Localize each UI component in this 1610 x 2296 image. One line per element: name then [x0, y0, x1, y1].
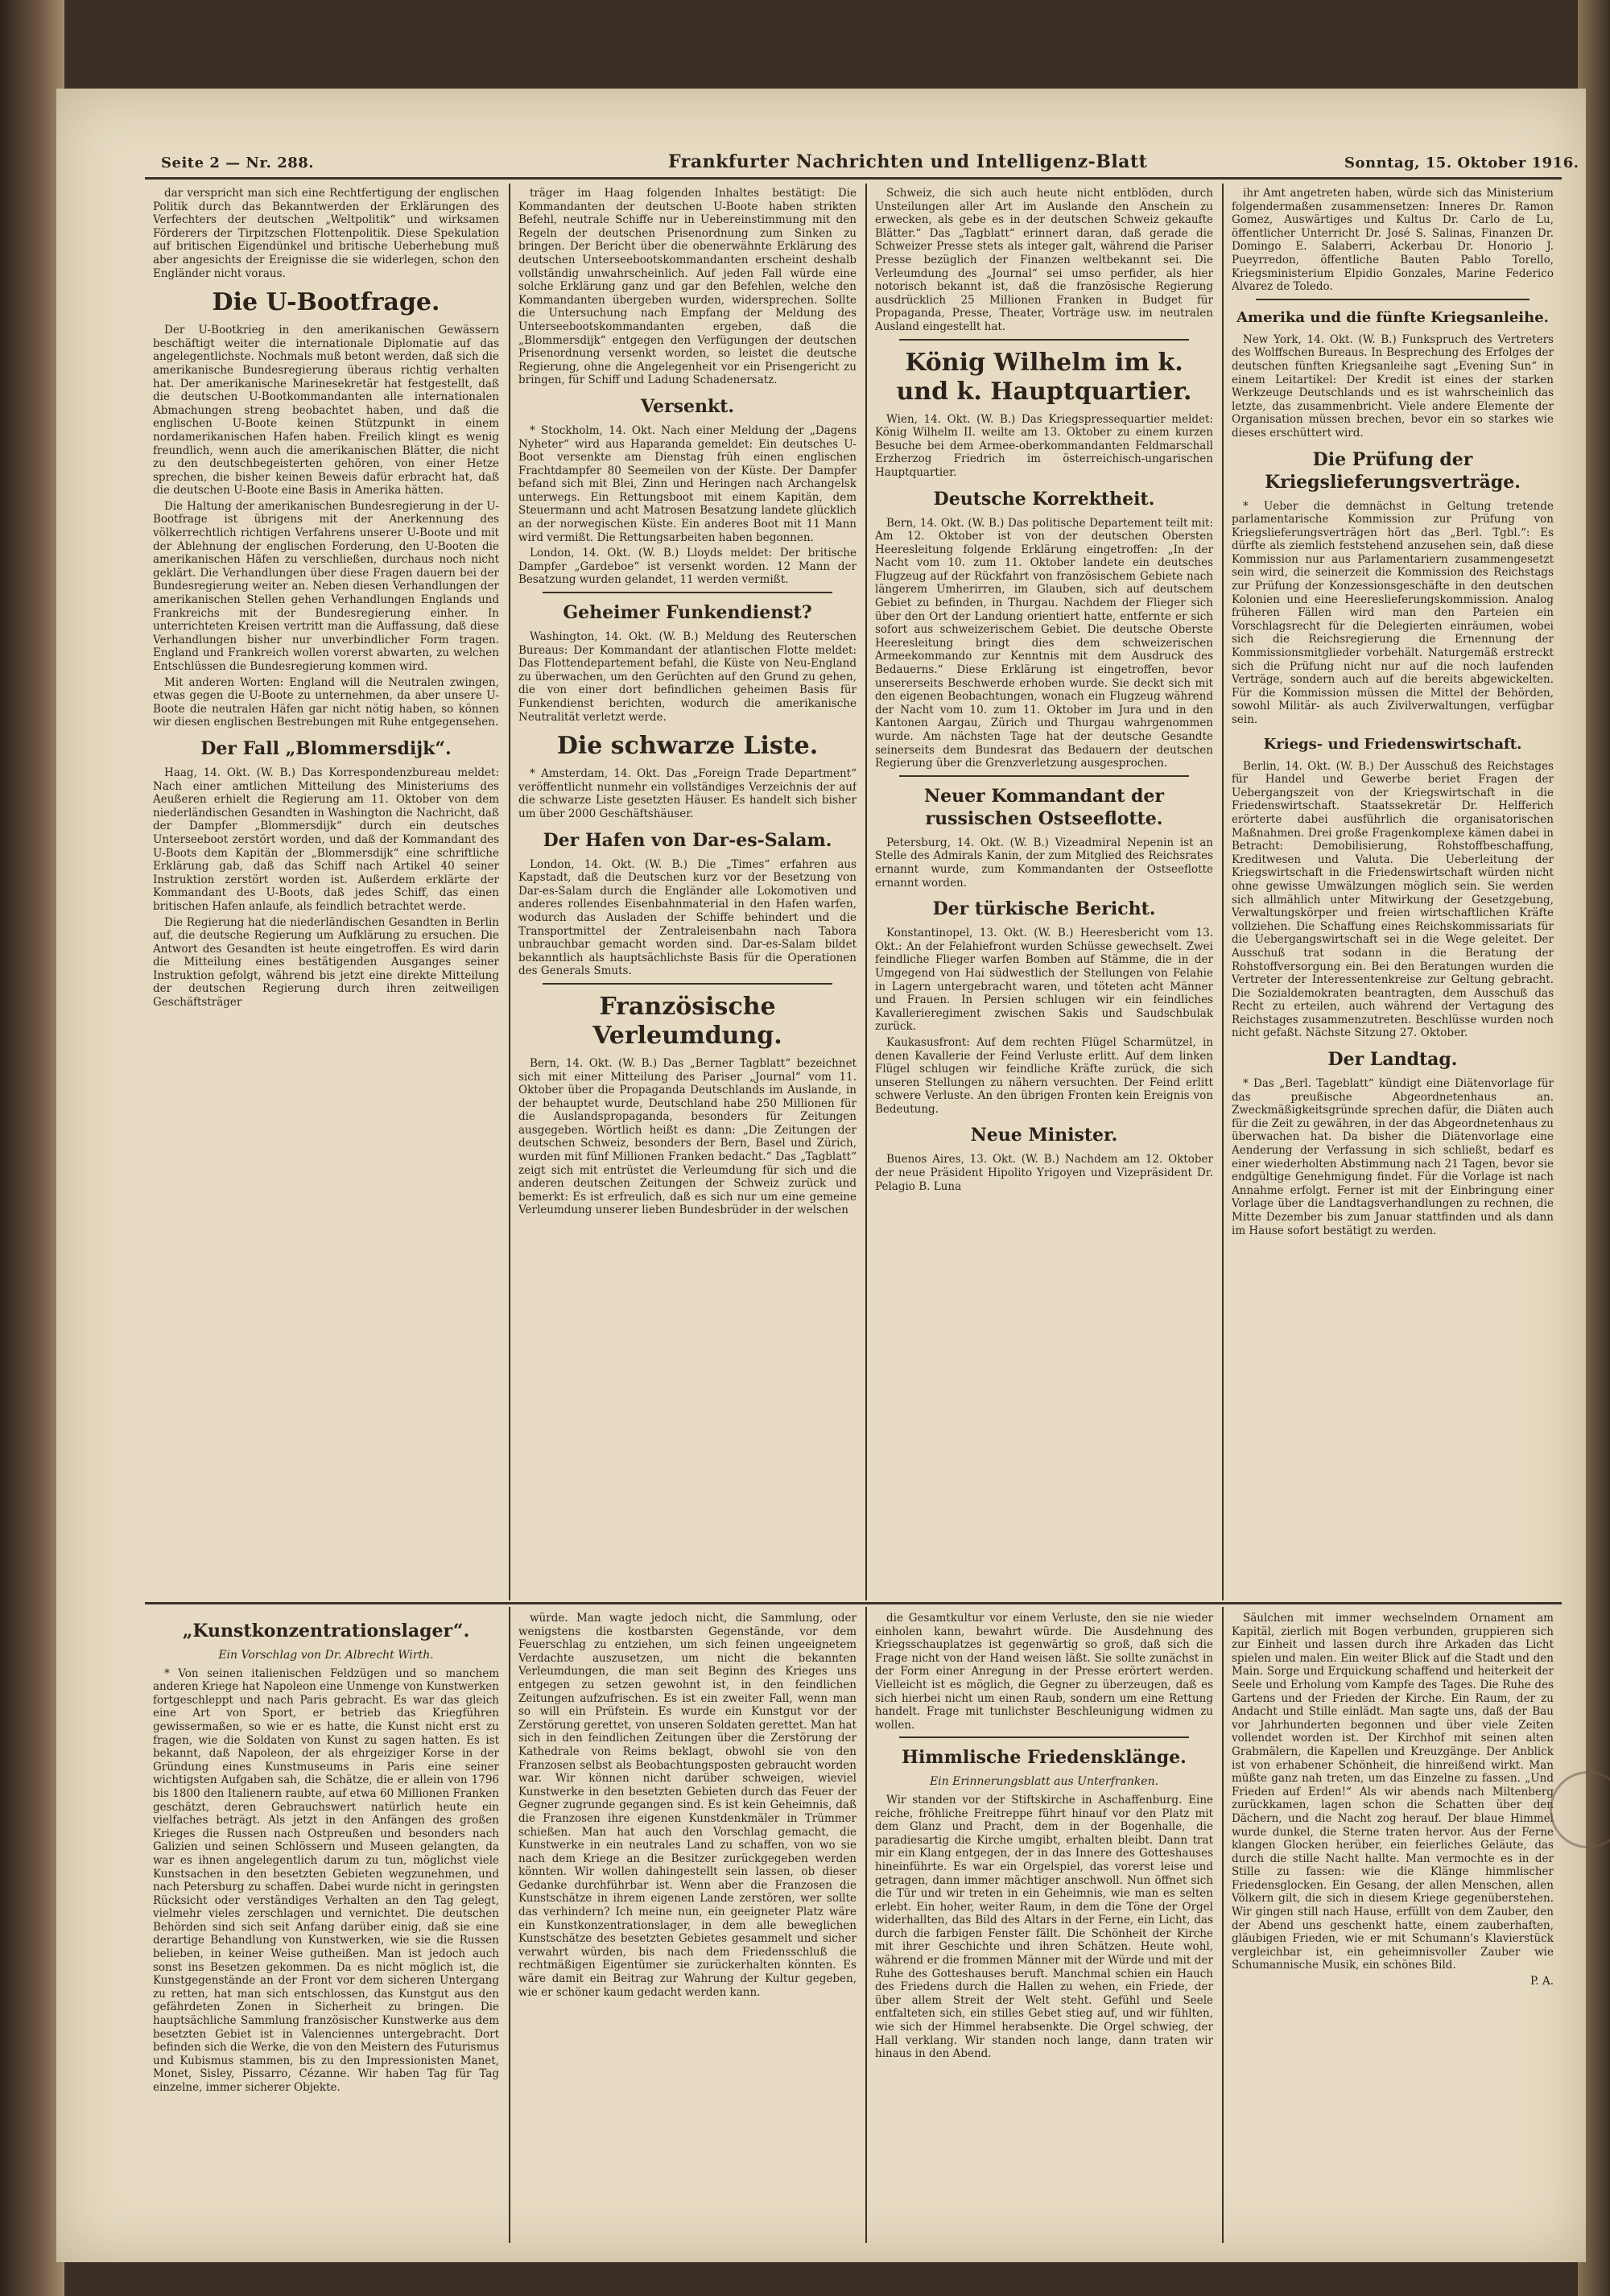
article-text: Haag, 14. Okt. (W. B.) Das Korrespondenzbureau meldet: Nach einer amtlichen Mitteilung des Ministeriums des Aeußeren erhielt die Regierung am 11. Oktober von dem niederländischen Gesandten in Washington die Nachricht, daß der Dampfer „Blommersdijk“ durch ein deutsches Unterseeboot zerstört worden, und daß der Kommandant des U-Boots dem Kapitän der „Blommersdijk“ eine schriftliche Erklärung gab, daß das Schiff nach Artikel 40 seiner Instruktion zerstört worden ist. Außerdem erklärte der Kommandant des U-Boots, daß jedes Schiff, das einen britischen Hafen anlaufe, als feindlich betrachtet werde.	[153, 766, 499, 913]
headline-funkendienst: Geheimer Funkendienst?	[563, 602, 812, 624]
article-text: die Gesamtkultur vor einem Verluste, den sie nie wieder einholen kann, bewahrt würde. Die Ausdehnung des Kriegsschauplatzes ist gegenwärtig so groß, daß sich die Frage nicht von der Hand weisen läßt. Sie sollte zunächst in der Form einer Anregung in der Presse erörtert werden. Vielleicht ist es möglich, die Gegner zu überzeugen, daß es sich hierbei nicht um einen Raub, sondern um eine Rettung handelt. Frage mit tunlichster Beschleunigung widmen zu wollen.	[875, 1612, 1213, 1732]
headline-verleumdung: Französische Verleumdung.	[592, 992, 782, 1050]
article-text: würde. Man wagte jedoch nicht, die Sammlung, oder wenigstens die kostbarsten Gegenstände, vor dem Feuerschlag zu entziehen, um sich feinen ungeeignetem Verdachte auszusetzen, um nicht die bekannten Verleumdungen, die man seit Beginn des Krieges uns entgegen zu setzen gewohnt ist, in den feindlichen Zeitungen aufzufrischen. Es ist ein zweiter Fall, wenn man so will ein Prüfstein. Es wurde ein Kunstgut vor der Zerstörung gerettet, von unseren Soldaten gerettet. Man hat sich in den feindlichen Zeitungen über die Zerstörung der Kathedrale von Reims beklagt, obwohl sie von den Franzosen selbst als Beobachtungsposten gebraucht worden war. Wir können nicht darüber schweigen, wieviel Kunstwerke in den besetzten Gebieten durch das Feuer der Gegner zugrunde gegangen sind. Es ist kein Geheimnis, daß die Franzosen ihre eigenen Kunstdenkmäler in Trümmer schießen. Man hat auch den Vorschlag gemacht, die Kunstwerke in ein neutrales Land zu schaffen, von wo sie nach dem Kriege an die Besitzer zurückgegeben werden könnten. Wir wollen dahingestellt sein lassen, ob dieser Gedanke durchführbar ist. Wenn aber die Franzosen die Kunstschätze in ihrem eigenen Lande zerstören, wer sollte das verhindern? Ich meine nun, ein geeigneter Platz wäre ein Kunstkonzentrationslager, in dem alle beweglichen Kunstschätze des besetzten Gebietes gesammelt und sicher verwahrt würden, bis nach dem Friedensschluß die rechtmäßigen Eigentümer sie zurückerhalten könnten. Es wäre damit ein Beitrag zur Wahrung der Kultur gegeben, wie er schöner kaum gedacht werden kann.	[518, 1612, 857, 1999]
column-rule	[865, 1607, 867, 2243]
article-text: * Ueber die demnächst in Geltung tretende parlamentarische Kommission zur Prüfung von Kriegslieferungsverträgen hört das „Berl. Tgbl.“: Es dürfte als ziemlich feststehend anzusehen sein, daß diese Kommission nur aus Parlamentariern zusammengesetzt sein wird, die seinerzeit die Kommission des Reichstags zur Prüfung der Konzessionsgeschäfte in den deutschen Kolonien und eine Heereslieferungskommission. Analog früheren Fällen wird man den Parteien ein Vorschlagsrecht für die Delegierten einräumen, wobei sich die Reichsregierung die Ernennung der Kommissionsmitglieder vorbehält. Naturgemäß erstreckt sich die Prüfung nicht nur auf die noch laufenden Verträge, sondern auch auf die bereits abgewickelten. Für die Kommission müssen die Mittel der Behörden, sowohl Militär- als auch Zivilverwaltungen, verfügbar sein.	[1232, 499, 1554, 726]
issue-date: Sonntag, 15. Oktober 1916.	[1344, 155, 1579, 171]
feuilleton-column-3	[875, 1612, 1213, 2240]
article-text: träger im Haag folgenden Inhaltes bestätigt: Die Kommandanten der deutschen U-Boote haben strikten Befehl, neutrale Schiffe nur in Uebereinstimmung mit den Regeln der deutschen Prisenordnung zum Sinken zu bringen. Der Bericht über die obenerwähnte Erklärung des deutschen Unterseebootskommandanten erscheint deshalb vollständig unwahrscheinlich. Auf jeden Fall würde eine solche Erklärung ganz und gar den Befehlen, welche den Kommandanten übergeben wurden, widersprechen. Sollte die Untersuchung nach Empfang der Meldung des Unterseebootskommandanten ergeben, daß die „Blommersdijk“ entgegen den Verfügungen der deutschen Prisenordnung versenkt worden, so leistet die deutsche Regierung, ohne die Angelegenheit vor ein Prisengericht zu bringen, für Schiff und Ladung Schadenersatz.	[518, 187, 857, 387]
column-rule	[509, 184, 510, 1600]
header-rule	[145, 177, 1562, 180]
headline-dar-es-salam: Der Hafen von Dar-es-Salam.	[543, 829, 832, 851]
divider	[543, 983, 832, 985]
headline-schwarze-liste: Die schwarze Liste.	[556, 732, 819, 761]
article-text: Berlin, 14. Okt. (W. B.) Der Ausschuß des Reichstages für Handel und Gewerbe beriet Fragen der Uebergangszeit von der Kriegswirtschaft in die Friedenswirtschaft. Staatssekretär Dr. Helfferich erörterte dabei ausführlich die organisatorischen Maßnahmen. Drei große Fragenkomplexe kämen dabei in Betracht: Demobilisierung, Rohstoffbeschaffung, Kreditwesen und Valuta. Die Ueberleitung der Kriegswirtschaft in die Friedenswirtschaft würden nicht ohne gewisse Umwälzungen möglich sein. Sie werden sich allmählich unter Mitwirkung der Gesetzgebung, Verwaltungskörper und freien wirtschaftlichen Kräfte vollziehen. Die Schaffung eines Reichskommissariats für die Uebergangswirtschaft sei in die Wege geleitet. Der Ausschuß trat sodann in die Beratung der Rohstoffversorgung ein. Bei den Beratungen wurden die Vertreter der Interessentenkreise zur Geltung gebracht. Die Sozialdemokraten beantragten, dem Ausschuß das Recht zu erteilen, auch während der Vertagung des Reichstages zusammenzutreten. Beschlüsse wurden noch nicht gefaßt. Nächste Sitzung 27. Oktober.	[1232, 759, 1554, 1040]
article-text: Kaukasusfront: Auf dem rechten Flügel Scharmützel, in denen Kavallerie der Feind Verluste erlitt. Auf dem linken Flügel schlugen wir feindliche Kräfte zurück, die sich unseren Stellungen zu nähern versuchten. Der Feind erlitt schwere Verluste. An den übrigen Fronten kein Ereignis von Bedeutung.	[875, 1035, 1213, 1116]
divider	[899, 1736, 1189, 1738]
headline-blommersdijk: Der Fall „Blommersdijk“.	[200, 737, 452, 759]
article-text: Säulchen mit immer wechselndem Ornament am Kapitäl, zierlich mit Bogen verbunden, gruppieren sich zur Einheit und lassen durch ihre Arkaden das Licht spielen und malen. Ein weiter Blick auf die Stadt und den Main. Sorge und Erquickung schaffend und heiterkeit der Seele und Erholung vom Kampfe des Tages. Die Ruhe des Gartens und der Frieden der Kirche. Ein Raum, der zu Andacht und Stille einlädt. Man sagte uns, daß der Bau vor Jahrhunderten begonnen und über viele Zeiten vollendet worden ist. Der Kirchhof mit seinen alten Grabmälern, die Kapellen und Kreuzgänge. Der Anblick ist von erhabener Schönheit, die hinreißend wirkt. Man müßte ganz nah treten, um das Einzelne zu fassen. „Und Frieden auf Erden!“ Als wir abends nach Miltenberg zurückkamen, lagen schon die Schatten über den Dächern, und die Nacht zog herauf. Der blaue Himmel wurde dunkel, die Sterne traten hervor. Aus der Ferne klangen Glocken herüber, ein feierliches Geläute, das durch die stille Nacht hallte. Man vermochte es in der Stille zu fassen: wie die Klänge himmlischer Friedensglocken. Ein Gesang, der allen Menschen, allen Völkern gilt, die sich in diesem Kriege gegenüberstehen. Wir gingen still nach Hause, erfüllt von dem Zauber, den der Abend uns geschenkt hatte, einem zauberhaften, gläubigen Frieden, wie er mit Schumann's Klavierstück vergleichbar ist, ein geheimnisvoller Zauber wie Schumannische Musik, ein schönes Bild.	[1232, 1612, 1554, 1972]
book-binding-left	[0, 0, 64, 2296]
article-text: Bern, 14. Okt. (W. B.) Das politische Departement teilt mit: Am 12. Oktober ist von der deutschen Obersten Heeresleitung folgende Erklärung eingetroffen: „In der Nacht vom 10. zum 11. Oktober landete ein deutsches Flugzeug auf der Rückfahrt von französischem Gebiete nach längerem Umherirren, im Glauben, sich auf deutschem Gebiet zu befinden, in Thurgau. Nachdem der Flieger sich über den Ort der Landung orientiert hatte, entfernte er sich sofort aus schweizerischem Gebiet. Die deutsche Oberste Heeresleitung bringt dies dem schweizerischen Armeekommando zur Kenntnis mit dem Ausdruck des Bedauerns.“ Diese Erklärung ist eingetroffen, bevor unsererseits Beschwerde erhoben wurde. Sie deckt sich mit den eigenen Beobachtungen, wonach ein Flugzeug während der Nacht vom 10. zum 11. Oktober im Jura und in den Kantonen Aargau, Zürich und Thurgau wahrgenommen wurde. Am nächsten Tage hat der deutsche Gesandte seinerseits dem Bundesrat das Bedauern der deutschen Regierung über die Grenzverletzung ausgesprochen.	[875, 516, 1213, 770]
article-text: Wien, 14. Okt. (W. B.) Das Kriegspressequartier meldet: König Wilhelm II. weilte am 13. Oktober zu einem kurzen Besuche bei dem Armee-oberkommandanten Feldmarschall Erzherzog Friedrich im österreichisch-ungarischen Hauptquartier.	[875, 412, 1213, 479]
column-2	[518, 187, 857, 1597]
column-rule	[1222, 184, 1224, 1600]
column-rule	[509, 1607, 510, 2243]
feuilleton-column-4	[1232, 1612, 1554, 2240]
byline: Ein Vorschlag von Dr. Albrecht Wirth.	[218, 1649, 434, 1662]
headline-koenig-wilhelm: König Wilhelm im k. und k. Hauptquartier.	[896, 348, 1192, 406]
headline-kunstkonzentrationslager: „Kunstkonzentrationslager“.	[182, 1621, 470, 1641]
headline-landtag: Der Landtag.	[1327, 1049, 1458, 1071]
column-4	[1232, 187, 1554, 1597]
article-text: Buenos Aires, 13. Okt. (W. B.) Nachdem am 12. Oktober der neue Präsident Hipolito Yrigoyen und Vizepräsident Dr. Pelagio B. Luna	[875, 1153, 1213, 1193]
article-text: Wir standen vor der Stiftskirche in Aschaffenburg. Eine reiche, fröhliche Freitreppe führt hinauf vor den Platz mit dem Glanz und Pracht, dem in der Bogenhalle, die paradiesartig die Kirche umgibt, erhalten bleibt. Dann trat mir ein Klang entgegen, der in das Innere des Gotteshauses hineinführte. Es war ein Orgelspiel, das vorerst leise und getragen, dann immer mächtiger anschwoll. Nun öffnet sich die Tür und wir treten in ein Geheimnis, wie man es selten erlebt. Ein hoher, weiter Raum, in dem die Töne der Orgel widerhallten, das Bild des Altars in der Ferne, ein Licht, das durch die farbigen Fenster fällt. Die Schönheit der Kirche mit ihrer Geschichte und ihren Schätzen. Heute wohl, während er die frommen Männer mit der Würde und mit der Ruhe des Gotteshauses beruft. Manchmal schien ein Hauch des Friedens durch die Hallen zu wehen, ein Friede, der über allem Streit der Welt steht. Gefühl und Seele entfalteten sich, ein stilles Gebet stieg auf, und wir fühlten, wie sich der Himmel herabsenkte. Die Orgel schwieg, der Hall verklang. Wir standen noch lange, dann traten wir hinaus in den Abend.	[875, 1793, 1213, 2061]
column-rule	[1222, 1607, 1224, 2243]
article-text: * Amsterdam, 14. Okt. Das „Foreign Trade Department“ veröffentlicht nunmehr ein vollständiges Verzeichnis der auf die schwarze Liste gesetzten Häuser. Es handelt sich bisher um über 2000 Geschäftshäuser.	[518, 767, 857, 820]
article-text: * Das „Berl. Tageblatt“ kündigt eine Diätenvorlage für das preußische Abgeordnetenhaus an. Zweckmäßigkeitsgründe sprechen dafür, die Diäten auch für die Zeit zu gewähren, in der das Abgeordnetenhaus zu überwachen hat. Da bisher die Diätenvorlage eine Aenderung der Verfassung in sich schließt, bedarf es einer wiederholten Abstimmung nach 21 Tagen, bevor sie endgültige Genehmigung findet. Für die Vorlage ist nach Annahme erfolgt. Ferner ist mit der Einbringung einer Vorlage über die Landtagsverhandlungen zu rechnen, die Mitte Dezember bis zum Januar stattfinden und als dann im Hause sofort bestätigt zu werden.	[1232, 1077, 1554, 1237]
headline-u-bootfrage: Die U-Bootfrage.	[212, 288, 440, 317]
article-text: New York, 14. Okt. (W. B.) Funkspruch des Vertreters des Wolffschen Bureaus. In Besprechung des Erfolges der deutschen fünften Kriegsanleihe sagt „Evening Sun“ in einem Leitartikel: Der Kredit ist eines der starken Werkzeuge Deutschlands und es ist wahrscheinlich das letzte, das zusammenbricht. Viele andere Elemente der Organisation müssen brechen, bevor ein so starkes wie dieses erschüttert wird.	[1232, 332, 1554, 440]
article-text: Petersburg, 14. Okt. (W. B.) Vizeadmiral Nepenin ist an Stelle des Admirals Kanin, der zum Mitglied des Reichsrates ernannt wurde, zum Kommandanten der Ostseeflotte ernannt worden.	[875, 836, 1213, 890]
article-text: Konstantinopel, 13. Okt. (W. B.) Heeresbericht vom 13. Okt.: An der Felahiefront wurden Schüsse gewechselt. Zwei feindliche Flieger warfen Bomben auf Stämme, die in der Umgegend von Hai südwestlich der Stellungen von Felahie in Lagern untergebracht waren, und töteten acht Männer und Frauen. In Persien schlugen wir ein feindliches Kavallerieregiment zwischen Sakis und Saudschbulak zurück.	[875, 927, 1213, 1034]
page-number: Seite 2 — Nr. 288.	[161, 155, 315, 171]
column-1	[153, 187, 499, 1597]
divider	[543, 592, 832, 593]
article-text: London, 14. Okt. (W. B.) Die „Times“ erfahren aus Kapstadt, daß die Deutschen kurz vor der Besetzung von Dar-es-Salam durch die Engländer alle Lokomotiven und anderes rollendes Eisenbahnmaterial in den Hafen warfen, wodurch das Ausladen der Schiffe behindert und die Transportmittel der Zentraleisenbahn nach Tabora unbrauchbar gemacht worden sind. Dar-es-Salam bildet bekanntlich als hauptsächlichste Basis für die Operationen des Generals Smuts.	[518, 857, 857, 978]
newspaper-page	[56, 89, 1586, 2262]
headline-versenkt: Versenkt.	[640, 395, 735, 417]
article-text: * Von seinen italienischen Feldzügen und so manchem anderen Kriege hat Napoleon eine Unmenge von Kunstwerken fortgeschleppt und nach Paris gebracht. Es war das gleich eine Art von Sport, er betrieb das Kriegführen gewissermaßen, so wie er es hatte, die Kunst nicht erst zu fragen, wie die Soldaten von Kunst zu sagen hatten. Es ist bekannt, daß Napoleon, der als ehrgeiziger Korse in der Gründung eines Kunstmuseums in Paris eine seiner wichtigsten Aufgaben sah, die Schätze, die er allein von 1796 bis 1800 den Italienern raubte, auf etwa 60 Millionen Franken geschätzt, deren Gebrauchswert natürlich heute ein vielfaches beträgt. Als jetzt in den Anfängen des großen Krieges die Russen nach Ostpreußen und besonders nach Galizien und seinen Schlössern und Museen gelangten, da war es ihnen angelegentlich darum zu tun, möglichst viele Kunstsachen in den besetzten Gebieten wegzunehmen, und nach Petersburg zu schaffen. Dabei wurde nicht in geringsten Rücksicht oder verständiges Verhalten an den Tag gelegt, vielmehr vieles zerschlagen und vernichtet. Die deutschen Behörden sind sich seit Anfang darüber einig, daß sie eine derartige Behandlung von Kunstwerken, wie sie die Russen belieben, in keiner Weise gutheißen. Man ist jedoch auch sonst ins Besetzen gekommen. Da es nicht möglich ist, die Kunstgegenstände an der Front vor dem sicheren Untergang zu retten, hat man sich entschlossen, das Kunstgut aus den gefährdeten Zonen in Sicherheit zu bringen. Die hauptsächliche Sammlung französischer Kunstwerke aus dem besetzten Gebiet ist in Valenciennes untergebracht. Dort befinden sich die Werke, die von den Meistern des Futurismus und Kubismus stammen, bis zu den Impressionisten Manet, Monet, Sisley, Pissarro, Cézanne. Wir haben Tag für Tag einzelne, immer sicherer Objekte.	[153, 1666, 499, 2094]
headline-tuerkischer-bericht: Der türkische Bericht.	[932, 898, 1156, 920]
feuilleton-column-1	[153, 1612, 499, 2240]
article-text: Schweiz, die sich auch heute nicht entblöden, durch Unsteilungen aller Art im Auslande den Anschein zu erwecken, als gebe es in der deutschen Schweiz gekaufte Blätter.“ Das „Tagblatt“ erinnert daran, daß gerade die Schweizer Presse stets als integer galt, während die Pariser Presse bezüglich der Finanzen weltbekannt sei. Die Verleumdung des „Journal“ sei umso perfider, als hier notorisch bekannt ist, daß die französische Regierung ausdrücklich 25 Millionen Franken in Budget für Propaganda, Presse, Theater, Vorträge usw. im neutralen Ausland eingestellt hat.	[875, 187, 1213, 333]
headline-friedenswirtschaft: Kriegs- und Friedenswirtschaft.	[1263, 735, 1522, 753]
article-text: Die Regierung hat die niederländischen Gesandten in Berlin auf, die deutsche Regierung um Aufklärung zu ersuchen. Die Antwort des Gesandten ist heute eingetroffen. Es wird darin die Mitteilung eines bestätigenden Ausganges seiner Instruktion gefolgt, während bis jetzt eine direkte Mitteilung der deutschen Regierung durch ihren zeitweiligen Geschäftsträger	[153, 915, 499, 1010]
article-text: * Stockholm, 14. Okt. Nach einer Meldung der „Dagens Nyheter“ wird aus Haparanda gemeldet: Ein deutsches U-Boot versenkte am Dienstag früh einen englischen Frachtdampfer 80 Seemeilen von der Küste. Der Dampfer befand sich mit Blei, Zinn und Heringen nach Archangelsk unterwegs. Ein Rettungsboot mit einem Kapitän, dem Steuermann und acht Matrosen Besatzung landete glücklich an der norwegischen Küste. Ein anderes Boot mit 11 Mann wird vermißt. Die Rettungsarbeiten haben begonnen.	[518, 423, 857, 544]
column-rule	[865, 184, 867, 1600]
headline-korrektheit: Deutsche Korrektheit.	[933, 488, 1155, 510]
divider	[1256, 299, 1530, 300]
masthead: Frankfurter Nachrichten und Intelligenz-Blatt	[668, 151, 1148, 172]
subtitle: Ein Erinnerungsblatt aus Unterfranken.	[929, 1775, 1159, 1789]
article-text: dar verspricht man sich eine Rechtfertigung der englischen Politik durch das Bekanntwerden der Erklärungen des Verfechters der deutschen „Weltpolitik“ und wirksamen Förderers der Tirpitzschen Flottenpolitik. Diese Spekulation auf britischen Eigendünkel und britische Ueberhebung muß aber angesichts der Ereignisse die sie widerlegen, schon den Engländer nicht voraus.	[153, 187, 499, 280]
signature: P. A.	[1530, 1975, 1554, 1988]
article-text: London, 14. Okt. (W. B.) Lloyds meldet: Der britische Dampfer „Gardeboe“ ist versenkt worden. 12 Mann der Besatzung wurden gelandet, 11 werden vermißt.	[518, 547, 857, 587]
article-text: Mit anderen Worten: England will die Neutralen zwingen, etwas gegen die U-Boote zu unternehmen, da aber unsere U-Boote die neutralen Häfen gar nicht nötig haben, so können wir diesen englischen Bestrebungen mit Ruhe entgegensehen.	[153, 675, 499, 729]
section-rule	[145, 1602, 1562, 1604]
article-text: Bern, 14. Okt. (W. B.) Das „Berner Tagblatt“ bezeichnet sich mit einer Mitteilung des Pariser „Journal“ vom 11. Oktober über die Propaganda Deutschlands im Auslande, in der behauptet wurde, Deutschland habe 250 Millionen für die Auslandspropaganda, besonders für Zeitungen ausgegeben. Wörtlich heißt es dann: „Die Zeitungen der deutschen Schweiz, besonders der Bern, Basel und Zürich, wurden mit fünf Millionen Franken bedacht.“ Das „Tagblatt“ zeigt sich mit entrüstet die Verleumdung für sich und die anderen deutschen Zeitungen der Schweiz zurück und bemerkt: Es ist erfreulich, daß es sich nur um eine gemeine Verleumdung unserer lieben Bundesbrüder in der welschen	[518, 1056, 857, 1217]
column-3	[875, 187, 1213, 1597]
headline-kriegsanleihe: Amerika und die fünfte Kriegsanleihe.	[1236, 308, 1549, 326]
divider	[899, 339, 1189, 341]
article-text: ihr Amt angetreten haben, würde sich das Ministerium folgendermaßen zusammensetzen: Inneres Dr. Ramon Gomez, Auswärtiges und Kultus Dr. Carlo de Lu, öffentlicher Unterricht Dr. José S. Salinas, Finanzen Dr. Domingo E. Salaberri, Ackerbau Dr. Honorio J. Pueyrredon, öffentliche Bauten Pablo Torello, Kriegsministerium Elpidio Gonzales, Marine Federico Alvarez de Toledo.	[1232, 187, 1554, 294]
headline-friedensklaenge: Himmlische Friedensklänge.	[902, 1747, 1187, 1769]
divider	[899, 775, 1189, 777]
article-text: Der U-Bootkrieg in den amerikanischen Gewässern beschäftigt weiter die internationale Diplomatie auf das angelegentlichste. Nochmals muß betont werden, daß sich die amerikanische Bundesregierung überaus richtig verhalten hat. Der amerikanische Marinesekretär hat festgestellt, daß die deutschen U-Bootkommandanten alle internationalen Abmachungen streng beobachtet haben, und daß die englischen U-Boote keinen Stützpunkt in einem nordamerikanischen Hafen haben. Freilich klingt es wenig freundlich, wenn auch die amerikanischen Blätter, die nicht zu den deutschbegeisterten gehören, von einer Hetze sprechen, die bisher keinen Beweis dafür erbracht hat, daß die deutschen U-Boote eine Basis in Amerika hätten.	[153, 324, 499, 498]
archive-stamp	[1550, 1771, 1610, 1848]
headline-pruefung: Die Prüfung der Kriegslieferungsverträge.	[1265, 448, 1521, 493]
headline-neue-minister: Neue Minister.	[970, 1125, 1118, 1146]
article-text: Die Haltung der amerikanischen Bundesregierung in der U-Bootfrage ist übrigens mit der Anerkennung des völkerrechtlich richtigen Verfahrens unserer U-Boote und mit der Ablehnung der englischen Forderung, den U-Booten die amerikanischen Häfen zu verschließen, durchaus noch nicht geklärt. Die Verhandlungen über diese Fragen dauern bei der Bundesregierung weiter an. Neben diesen Verhandlungen der amerikanischen Stellen gehen Verhandlungen Englands und Frankreichs mit der Bundesregierung einher. In unterrichteten Kreisen vertritt man die Auffassung, daß diese Verhandlungen bisher nur unverbindlicher Form tragen. England und Frankreich wollen vorerst abwarten, zu welchen Entschlüssen die Bundesregierung kommen wird.	[153, 499, 499, 673]
feuilleton-column-2	[518, 1612, 857, 2240]
article-text: Washington, 14. Okt. (W. B.) Meldung des Reuterschen Bureaus: Der Kommandant der atlantischen Flotte meldet: Das Flottendepartement befahl, die Küste von Neu-England zu überwachen, um den Gerüchten auf den Grund zu gehen, die von einer dort befindlichen geheimen Basis für Funkendienst berichten, wodurch die amerikanische Neutralität verletzt werde.	[518, 630, 857, 724]
headline-ostseeflotte: Neuer Kommandant der russischen Ostseeflotte.	[924, 785, 1164, 829]
